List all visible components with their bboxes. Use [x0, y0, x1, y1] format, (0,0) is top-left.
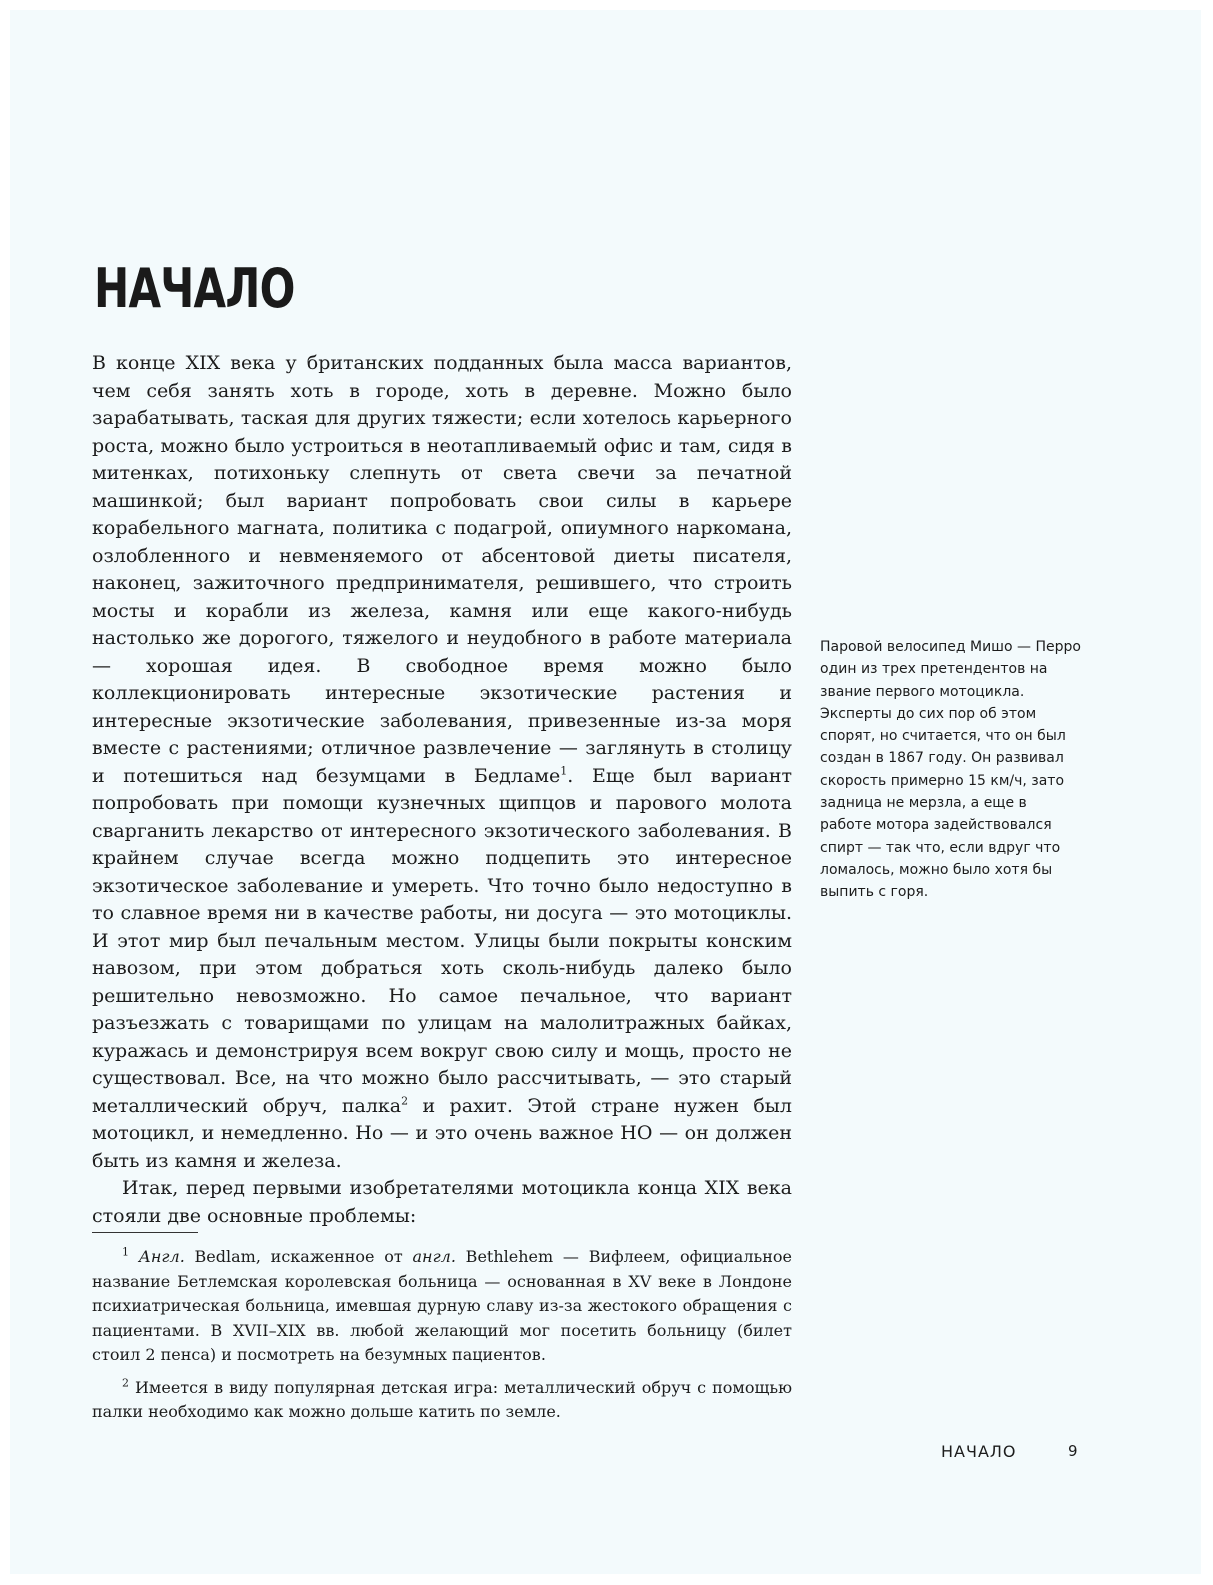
sidenote: Паровой велосипед Мишо — Перро один из трех претендентов на звание первого мотоцикла. Эксперты до сих пор об этом спорят, но считается, что он был создан в 1867 году. Он развивал скорость примерно 15 км/ч, зато задница не мерзла, а еще в работе мотора задействовался спирт — так что, если вдруг что ломалось, можно было хотя бы выпить с горя.	[820, 639, 1081, 901]
footnote-ref-1[interactable]: 1	[560, 764, 568, 778]
paragraph-2: Итак, перед первыми изобретателями мотоцикла конца XIX века стояли две основные проблемы:	[92, 1177, 792, 1227]
footnote-1-word-1: Bedlam, искаженное от	[184, 1247, 413, 1266]
footnote-2-text: Имеется в виду популярная детская игра: металлический обруч с помощью палки необходимо как можно дольше катить по земле.	[92, 1377, 792, 1421]
footnote-divider	[92, 1232, 198, 1233]
footnote-2-number: 2	[122, 1376, 129, 1390]
footnote-1-rest: Bethlehem — Вифлеем, официальное название Бетлемская королевская больница — основанная в XV веке в Лондоне психиатрическая больница, имевшая дурную славу из-за жестокого обращения с пациентами. В XVII–XIX вв. любой желающий мог посетить больницу (билет стоил 2 пенса) и посмотреть на безумных пациентов.	[92, 1247, 792, 1364]
footnote-1	[92, 1245, 792, 1368]
running-head: НАЧАЛО	[941, 1442, 1017, 1461]
book-page	[10, 10, 1201, 1574]
paragraph-1-part-c: и рахит. Этой стране нужен был мотоцикл, и немедленно. Но — и это очень важное НО — он должен быть из камня и железа.	[92, 1094, 792, 1172]
paragraph-1	[92, 350, 792, 1175]
footnote-1-lang-1: Англ.	[138, 1247, 185, 1266]
footnote-1-number: 1	[122, 1245, 129, 1259]
footnote-ref-2[interactable]: 2	[401, 1094, 409, 1108]
footnote-1-lang-2: англ.	[412, 1247, 456, 1266]
chapter-title: НАЧАЛО	[94, 257, 295, 320]
page-number: 9	[1068, 1442, 1078, 1460]
main-text	[92, 350, 792, 1230]
footnote-2	[92, 1376, 792, 1425]
footnotes	[92, 1245, 792, 1433]
paragraph-1-part-a: В конце XIX века у британских подданных была масса вариантов, чем себя занять хоть в городе, хоть в деревне. Можно было зарабатывать, таская для других тяжести; если хотелось карьерного роста, можно было устроиться в неотапливаемый офис и там, сидя в митенках, потихоньку слепнуть от света свечи за печатной машинкой; был вариант попробовать свои силы в карьере корабельного магната, политика с подагрой, опиумного наркомана, озлобленного и невменяемого от абсентовой диеты писателя, наконец, зажиточного предпринимателя, решившего, что строить мосты и корабли из железа, камня или еще какого-нибудь настолько же дорогого, тяжелого и неудобного в работе материала — хорошая идея. В свободное время можно было коллекционировать интересные экзотические растения и интересные экзотические заболевания, привезенные из-за моря вместе с растениями; отличное развлечение — заглянуть в столицу и потешиться над безумцами в Бедламе	[92, 352, 792, 787]
paragraph-1-part-b: . Еще был вариант попробовать при помощи кузнечных щипцов и парового молота сварганить лекарство от интересного экзотического заболевания. В крайнем случае всегда можно подцепить это интересное экзотическое заболевание и умереть. Что точно было недоступно в то славное время ни в качестве работы, ни досуга — это мотоциклы. И этот мир был печальным местом. Улицы были покрыты конским навозом, при этом добраться хоть сколь-нибудь далеко было решительно невозможно. Но самое печальное, что вариант разъезжать с товарищами по улицам на малолитражных байках, куражась и демонстрируя всем вокруг свою силу и мощь, просто не существовал. Все, на что можно было рассчитывать, — это старый металлический обруч, палка	[92, 764, 793, 1117]
